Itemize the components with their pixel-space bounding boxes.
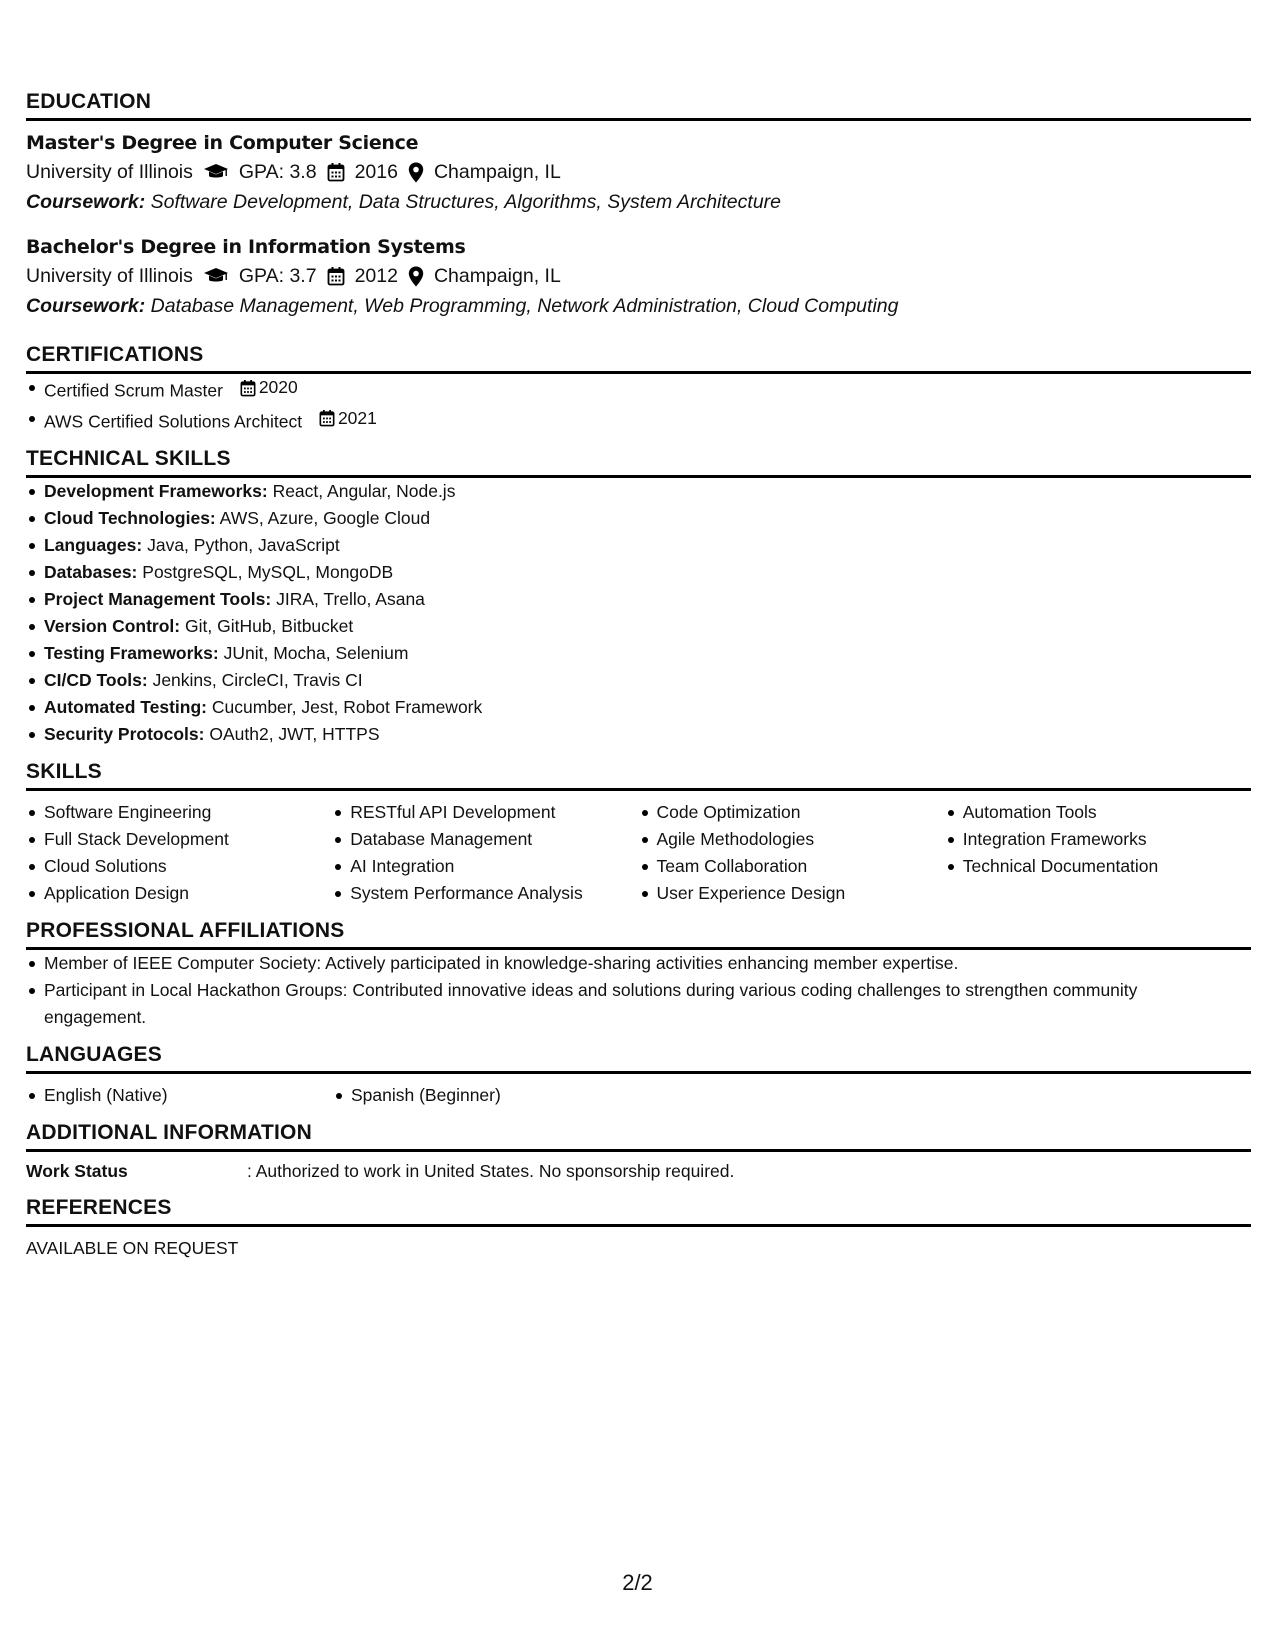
- technical-skills-section: [26, 447, 1251, 748]
- skill-values: React, Angular, Node.js: [272, 481, 456, 501]
- work-status-row: [26, 1158, 1251, 1184]
- list-item: [26, 667, 1251, 694]
- list-item: [26, 478, 1251, 505]
- skill-category: Databases:: [44, 562, 138, 582]
- location: Champaign, IL: [433, 265, 561, 287]
- list-item: AI Integration: [332, 853, 638, 880]
- list-item: Application Design: [26, 880, 332, 907]
- languages-grid: [26, 1082, 1251, 1109]
- work-status-value: : Authorized to work in United States. No sponsorship required.: [247, 1161, 735, 1181]
- list-item: [26, 532, 1251, 559]
- list-item: Cloud Solutions: [26, 853, 332, 880]
- location: Champaign, IL: [433, 161, 561, 183]
- skill-category: Development Frameworks:: [44, 481, 268, 501]
- section-title-skills: SKILLS: [26, 760, 1251, 791]
- skill-values: JIRA, Trello, Asana: [276, 589, 425, 609]
- resume-page: [26, 90, 1251, 1261]
- references-section: [26, 1196, 1251, 1261]
- gpa: GPA: 3.7: [238, 265, 317, 287]
- skill-category: Testing Frameworks:: [44, 643, 219, 663]
- list-item: Full Stack Development: [26, 826, 332, 853]
- map-pin-icon: [408, 266, 424, 287]
- affiliations-list: [26, 950, 1251, 1031]
- list-item: [26, 374, 1251, 405]
- skill-category: Automated Testing:: [44, 697, 208, 717]
- list-item: English (Native): [26, 1082, 333, 1109]
- section-title-references: REFERENCES: [26, 1196, 1251, 1227]
- list-item: [26, 694, 1251, 721]
- graduation-cap-icon: [203, 267, 229, 285]
- education-meta: [26, 157, 1251, 187]
- list-item: Automation Tools: [945, 799, 1251, 826]
- languages-column: [333, 1082, 640, 1109]
- skill-values: Java, Python, JavaScript: [147, 535, 340, 555]
- school-name: University of Illinois: [26, 161, 193, 183]
- list-item: RESTful API Development: [332, 799, 638, 826]
- degree-title: Master's Degree in Computer Science: [26, 132, 419, 154]
- list-item: Member of IEEE Computer Society: Actively participated in knowledge-sharing activities enhancing member expertise.: [26, 950, 1251, 977]
- list-item: Integration Frameworks: [945, 826, 1251, 853]
- section-title-languages: LANGUAGES: [26, 1043, 1251, 1074]
- graduation-year: 2012: [354, 265, 398, 287]
- coursework-label: Coursework:: [26, 191, 146, 213]
- list-item: [26, 505, 1251, 532]
- list-item: [26, 586, 1251, 613]
- skills-column: [639, 799, 945, 907]
- map-pin-icon: [408, 162, 424, 183]
- school-name: University of Illinois: [26, 265, 193, 287]
- section-title-affiliations: PROFESSIONAL AFFILIATIONS: [26, 919, 1251, 950]
- section-title-additional-info: ADDITIONAL INFORMATION: [26, 1121, 1251, 1152]
- education-entry: [26, 129, 1251, 217]
- skill-category: Languages:: [44, 535, 143, 555]
- list-item: Agile Methodologies: [639, 826, 945, 853]
- certifications-section: [26, 343, 1251, 435]
- skill-category: CI/CD Tools:: [44, 670, 148, 690]
- skills-section: [26, 760, 1251, 907]
- list-item: Code Optimization: [639, 799, 945, 826]
- calendar-icon: [240, 379, 256, 397]
- skill-category: Security Protocols:: [44, 724, 205, 744]
- skill-category: Project Management Tools:: [44, 589, 272, 609]
- graduation-cap-icon: [203, 163, 229, 181]
- skill-values: JUnit, Mocha, Selenium: [223, 643, 409, 663]
- coursework: [26, 291, 1251, 321]
- page-number: 2/2: [622, 1570, 653, 1595]
- list-item: Database Management: [332, 826, 638, 853]
- skills-grid: [26, 799, 1251, 907]
- list-item: [26, 405, 1251, 436]
- calendar-icon: [327, 266, 345, 286]
- skill-values: Jenkins, CircleCI, Travis CI: [152, 670, 363, 690]
- degree-title: Bachelor's Degree in Information Systems: [26, 236, 466, 258]
- certification-year: 2020: [258, 377, 298, 397]
- additional-info-section: [26, 1121, 1251, 1184]
- certification-name: AWS Certified Solutions Architect: [44, 411, 303, 431]
- list-item: Software Engineering: [26, 799, 332, 826]
- skill-values: OAuth2, JWT, HTTPS: [209, 724, 380, 744]
- technical-skills-list: [26, 478, 1251, 748]
- languages-column: [26, 1082, 333, 1109]
- list-item: [26, 721, 1251, 748]
- coursework: [26, 187, 1251, 217]
- calendar-icon: [319, 409, 335, 427]
- list-item: Team Collaboration: [639, 853, 945, 880]
- coursework-list: Database Management, Web Programming, Network Administration, Cloud Computing: [150, 295, 899, 317]
- skill-values: AWS, Azure, Google Cloud: [219, 508, 431, 528]
- education-entry: [26, 233, 1251, 321]
- skill-values: PostgreSQL, MySQL, MongoDB: [142, 562, 394, 582]
- list-item: [26, 613, 1251, 640]
- graduation-year: 2016: [354, 161, 398, 183]
- skills-column: [26, 799, 332, 907]
- education-meta: [26, 261, 1251, 291]
- list-item: Participant in Local Hackathon Groups: Contributed innovative ideas and solutions during various coding challenges to strengthen community engagement.: [26, 977, 1251, 1031]
- section-title-certifications: CERTIFICATIONS: [26, 343, 1251, 374]
- list-item: System Performance Analysis: [332, 880, 638, 907]
- skills-column: [945, 799, 1251, 907]
- certification-name: Certified Scrum Master: [44, 380, 223, 401]
- certifications-list: [26, 374, 1251, 435]
- calendar-icon: [327, 162, 345, 182]
- list-item: [26, 640, 1251, 667]
- section-title-technical-skills: TECHNICAL SKILLS: [26, 447, 1251, 478]
- gpa: GPA: 3.8: [238, 161, 317, 183]
- list-item: Technical Documentation: [945, 853, 1251, 880]
- references-text: AVAILABLE ON REQUEST: [26, 1238, 239, 1258]
- coursework-label: Coursework:: [26, 295, 146, 317]
- certification-year: 2021: [337, 407, 377, 428]
- section-title-education: EDUCATION: [26, 90, 1251, 121]
- skill-values: Cucumber, Jest, Robot Framework: [211, 697, 483, 717]
- list-item: Spanish (Beginner): [333, 1082, 640, 1109]
- education-section: [26, 90, 1251, 321]
- coursework-list: Software Development, Data Structures, Algorithms, System Architecture: [150, 191, 782, 213]
- skill-values: Git, GitHub, Bitbucket: [185, 616, 354, 636]
- skill-category: Version Control:: [44, 616, 181, 636]
- languages-section: [26, 1043, 1251, 1109]
- work-status-label: Work Status: [26, 1161, 128, 1181]
- list-item: [26, 559, 1251, 586]
- affiliations-section: [26, 919, 1251, 1031]
- skills-column: [332, 799, 638, 907]
- skill-category: Cloud Technologies:: [44, 508, 216, 528]
- list-item: User Experience Design: [639, 880, 945, 907]
